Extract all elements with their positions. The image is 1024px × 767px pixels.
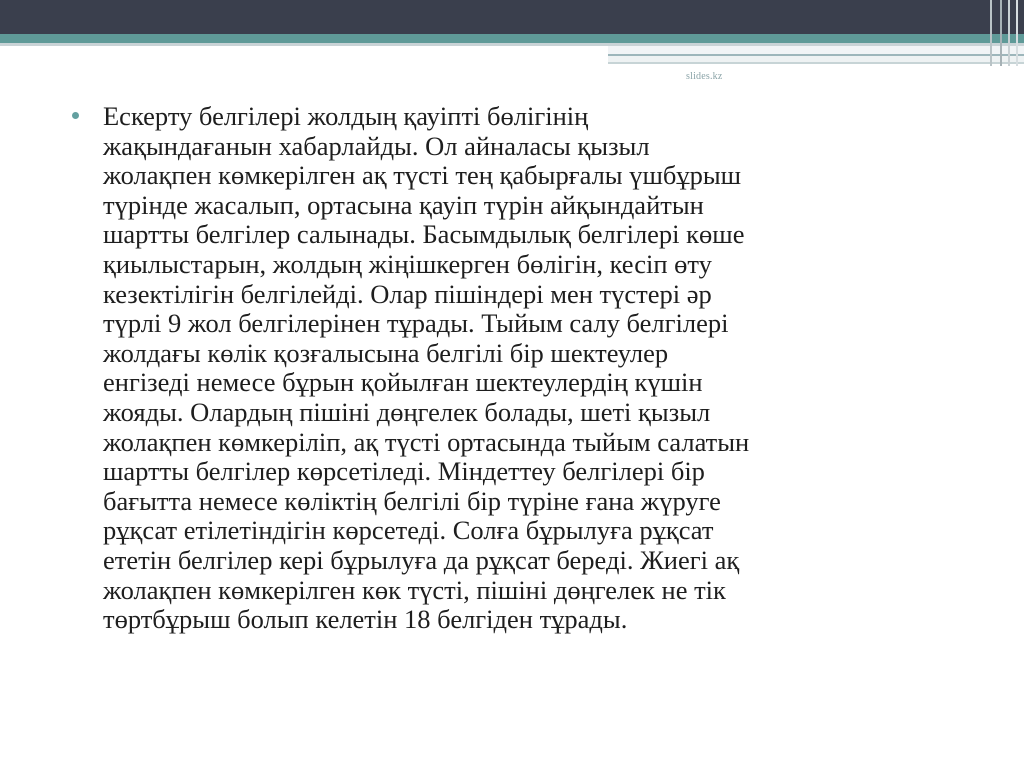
bullet-icon <box>72 112 79 119</box>
decorative-vertical-line <box>1016 0 1018 66</box>
header-dark-band <box>0 0 1024 34</box>
decorative-vertical-line <box>990 0 992 66</box>
bullet-paragraph: Ескерту белгілері жолдың қауіпті бөлігінің жақындағанын хабарлайды. Ол айналасы қызыл жолақпен көмкерілген ақ түсті тең қабырғалы үшбұрыш түрінде жасалып, ортасына қауіп түрін айқындайтын шартты белгілер салынады. Басымдылық белгілері көше қиылыстарын, жолдың жіңішкерген бөлігін, кесіп өту кезектілігін белгілейді. Олар пішіндері мен түстері әр түрлі 9 жол белгілерінен тұрады. Тыйым салу белгілері жолдағы көлік қозғалысына белгілі бір шектеулер енгізеді немесе бұрын қойылған шектеулердің күшін жояды. Олардың пішіні дөңгелек болады, шеті қызыл жолақпен көмкеріліп, ақ түсті ортасында тыйым салатын шартты белгілер көрсетіледі. Міндеттеу белгілері бір бағытта немесе көліктің белгілі бір түріне ғана жүруге рұқсат етілетіндігін көрсетеді. Солға бұрылуға рұқсат ететін белгілер кері бұрылуға да рұқсат береді. Жиегі ақ жолақпен көмкерілген көк түсті, пішіні дөңгелек не тік төртбұрыш болып келетін 18 белгіден тұрады. <box>103 101 750 635</box>
slide-content <box>72 102 972 635</box>
watermark-text: slides.kz <box>686 71 723 82</box>
bullet-list-item <box>72 102 972 635</box>
header-step-line-lower <box>608 62 1024 64</box>
header-step-band <box>608 46 1024 54</box>
decorative-vertical-line <box>1000 0 1002 66</box>
decorative-vertical-line <box>1008 0 1010 66</box>
header-teal-band <box>0 34 1024 43</box>
